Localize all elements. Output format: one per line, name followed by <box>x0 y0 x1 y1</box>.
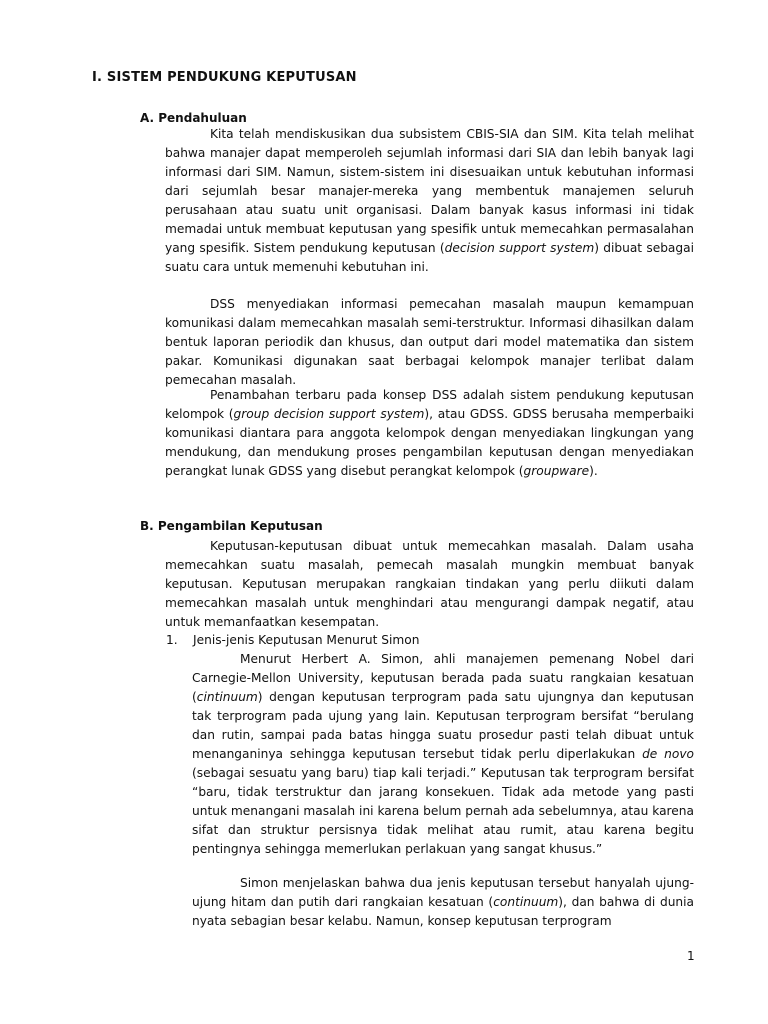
text-run: Penambahan terbaru pada konsep DSS adalah sistem pendukung keputusan kelompok ( <box>165 388 694 421</box>
list-item <box>166 631 419 650</box>
section-a-paragraph-2: DSS menyediakan informasi pemecahan masalah maupun kemampuan komunikasi dalam memecahkan masalah semi-terstruktur. Informasi dihasilkan dalam bentuk laporan periodik dan khusus, dan output dari model matematika dan sistem pakar. Komunikasi digunakan saat berbagai kelompok manajer terlibat dalam pemecahan masalah. <box>165 297 694 387</box>
italic-term: decision support system <box>444 241 595 255</box>
subsection-paragraph-2 <box>192 874 694 931</box>
text-run: ), dan bahwa di dunia nyata sebagian besar kelabu. Namun, konsep keputusan terprogram <box>192 895 694 928</box>
section-b-heading: B. Pengambilan Keputusan <box>140 519 323 533</box>
text-run: ). <box>589 464 598 478</box>
italic-term: cintinuum <box>196 690 258 704</box>
text-run: Kita telah mendiskusikan dua subsistem CBIS-SIA dan SIM. Kita telah melihat bahwa manajer dapat memperoleh sejumlah informasi dari SIA dan lebih banyak lagi informasi dari SIM. Namun, sistem-sistem ini disesuaikan untuk kebutuhan informasi dari sejumlah besar manajer-mereka yang membentuk manajemen seluruh perusahaan atau suatu unit organisasi. Dalam banyak kasus informasi ini tidak memadai untuk membuat keputusan yang spesifik untuk memecahkan permasalahan yang spesifik. Sistem pendukung keputusan ( <box>165 127 694 255</box>
subsection-paragraph-1 <box>192 650 694 859</box>
text-run: ), atau GDSS. GDSS berusaha memperbaiki komunikasi diantara para anggota kelompok dengan menyediakan lingkungan yang mendukung, dan mendukung proses pengambilan keputusan dengan menyediakan perangkat lunak GDSS yang disebut perangkat kelompok ( <box>165 407 694 478</box>
page-number: 1 <box>687 949 695 963</box>
text-run: (sebagai sesuatu yang baru) tiap kali terjadi.” Keputusan tak terprogram bersifat “baru, tidak terstruktur dan jarang konsekuen. Tidak ada metode yang pasti untuk menangani masalah ini karena belum pernah ada sebelumnya, atau karena sifat dan struktur persisnya tidak melihat atau rumit, atau karena begitu pentingnya sehingga memerlukan perlakuan yang sangat khusus.” <box>192 766 694 856</box>
italic-term: groupware <box>523 464 590 478</box>
section-a-heading: A. Pendahuluan <box>140 111 247 125</box>
italic-term: group decision support system <box>233 407 425 421</box>
text-run: ) dibuat sebagai suatu cara untuk memenuhi kebutuhan ini. <box>165 241 694 274</box>
document-title: I. SISTEM PENDUKUNG KEPUTUSAN <box>92 70 357 85</box>
list-number: 1. <box>166 633 178 647</box>
text-run: ) dengan keputusan terprogram pada satu ujungnya dan keputusan tak terprogram pada ujung yang lain. Keputusan terprogram bersifat “berulang dan rutin, sampai pada batas hingga suatu prosedur pasti telah dibuat untuk menanganinya sehingga keputusan tersebut tidak perlu diperlakukan <box>192 690 694 761</box>
list-label: Jenis-jenis Keputusan Menurut Simon <box>193 633 420 647</box>
section-a-paragraph-1 <box>165 125 694 277</box>
italic-term: continuum <box>493 895 559 909</box>
italic-term: de novo <box>642 747 694 761</box>
text-run: Menurut Herbert A. Simon, ahli manajemen pemenang Nobel dari Carnegie-Mellon University, keputusan berada pada suatu rangkaian kesatuan ( <box>192 652 694 704</box>
text-run: Simon menjelaskan bahwa dua jenis keputusan tersebut hanyalah ujung-ujung hitam dan putih dari rangkaian kesatuan ( <box>192 876 694 909</box>
section-b-paragraph-1: Keputusan-keputusan dibuat untuk memecahkan masalah. Dalam usaha memecahkan suatu masalah, pemecah masalah mungkin membuat banyak keputusan. Keputusan merupakan rangkaian tindakan yang perlu diikuti dalam memecahkan masalah untuk menghindari atau mengurangi dampak negatif, atau untuk memanfaatkan kesempatan. <box>165 539 694 629</box>
section-a-paragraph-3 <box>165 386 694 481</box>
